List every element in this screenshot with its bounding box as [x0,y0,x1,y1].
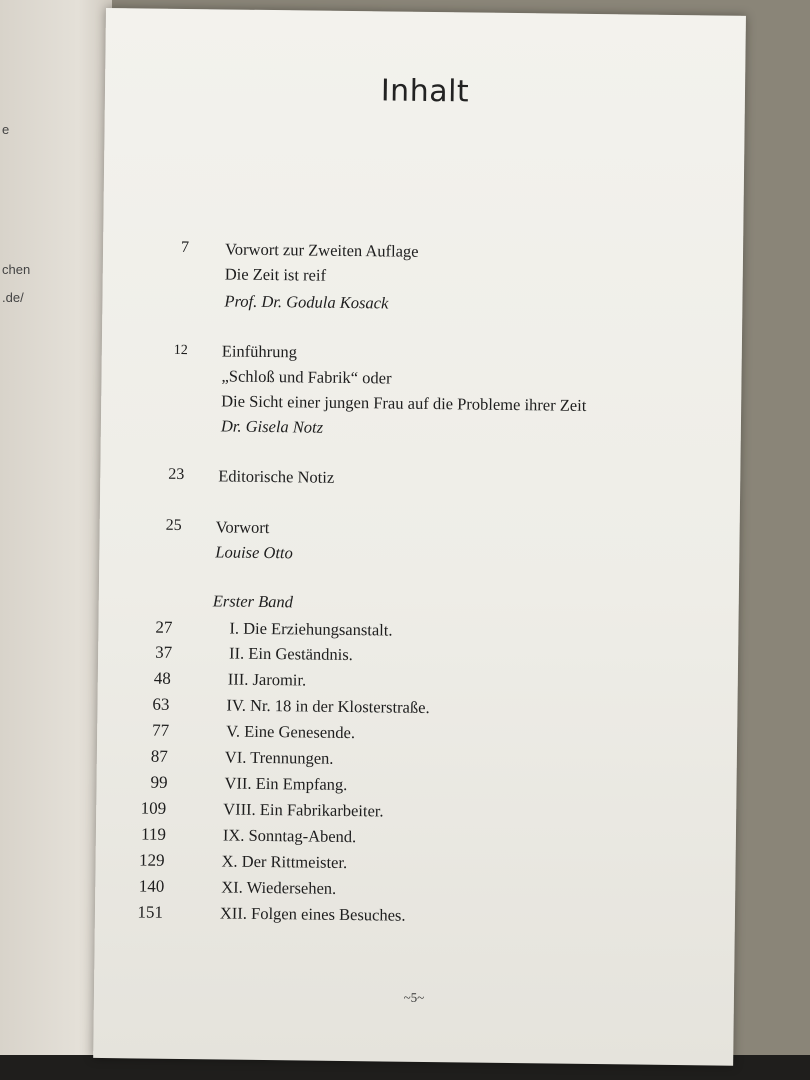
chapter-page-number: 140 [138,876,165,896]
toc-page-number: 7 [180,238,190,257]
section-title: Erster Band [212,591,294,612]
chapter-page-number: 87 [150,746,168,766]
chapter-title: V. Eine Genesende. [226,721,356,743]
chapter-entry [97,746,737,768]
toc-entry-author: Dr. Gisela Notz [220,416,324,437]
chapter-title: XI. Wiedersehen. [221,877,337,898]
chapter-title: IX. Sonntag-Abend. [222,825,357,847]
toc-entry-line: „Schloß und Fabrik“ oder [221,366,392,388]
chapter-entry [95,876,735,898]
chapter-entry [99,617,739,640]
chapter-title: IV. Nr. 18 in der Klosterstraße. [226,695,430,718]
toc-entry-line: Vorwort zur Zweiten Auflage [224,239,419,261]
toc-entry [103,238,743,313]
chapter-title: III. Jaromir. [227,669,307,690]
chapter-entry [98,642,738,665]
chapter-title: X. Der Rittmeister. [221,851,348,873]
facing-page-fragment: chen [2,262,31,277]
chapter-entry [96,824,736,847]
chapter-entry [97,720,737,743]
toc-entry-author: Prof. Dr. Godula Kosack [224,291,389,313]
chapter-entry [96,850,736,873]
toc-page-number: 12 [173,342,188,359]
toc-entry-line: Vorwort [215,517,270,538]
chapter-title: VII. Ein Empfang. [224,773,348,795]
chapter-title: II. Ein Geständnis. [229,643,353,665]
chapter-title: I. Die Erziehungsanstalt. [229,618,393,640]
chapter-page-number: 63 [152,694,170,714]
toc-entry-author: Louise Otto [215,542,293,563]
chapter-page-number: 77 [152,720,170,740]
chapter-page-number: 129 [138,850,165,870]
toc-entry-line: Editorische Notiz [218,466,335,487]
chapter-entry [98,668,738,690]
chapter-entry [96,798,736,821]
chapter-title: XII. Folgen eines Besuches. [219,903,406,925]
chapter-page-number: 119 [140,824,167,844]
chapter-entry [98,694,738,718]
chapter-page-number: 151 [137,902,164,922]
page-number: ~5~ [403,989,425,1005]
facing-page-fragment: e [2,122,10,137]
toc-entry [100,516,740,563]
toc-entry-line: Einführung [221,341,298,362]
toc-page-number: 23 [168,465,185,483]
chapter-page-number: 27 [155,617,173,637]
facing-page-fragment: .de/ [2,290,24,305]
chapter-page-number: 48 [153,668,171,688]
chapter-page-number: 37 [155,642,173,662]
chapter-entry [97,772,737,795]
section-heading [99,590,739,612]
chapter-page-number: 99 [150,772,168,792]
toc-entry-line: Die Sicht einer jungen Frau auf die Probleme ihrer Zeit [221,391,587,415]
toc-page-number: 25 [165,516,182,534]
chapter-title: VIII. Ein Fabrikarbeiter. [223,799,384,821]
chapter-title: VI. Trennungen. [224,747,334,768]
toc-entry-line: Die Zeit ist reif [224,264,327,285]
toc-entry [102,340,742,437]
chapter-entry [95,902,735,925]
chapter-page-number: 109 [140,798,167,818]
toc-entry [100,465,740,487]
book-page [93,8,746,1066]
page-title: Inhalt [380,73,470,110]
